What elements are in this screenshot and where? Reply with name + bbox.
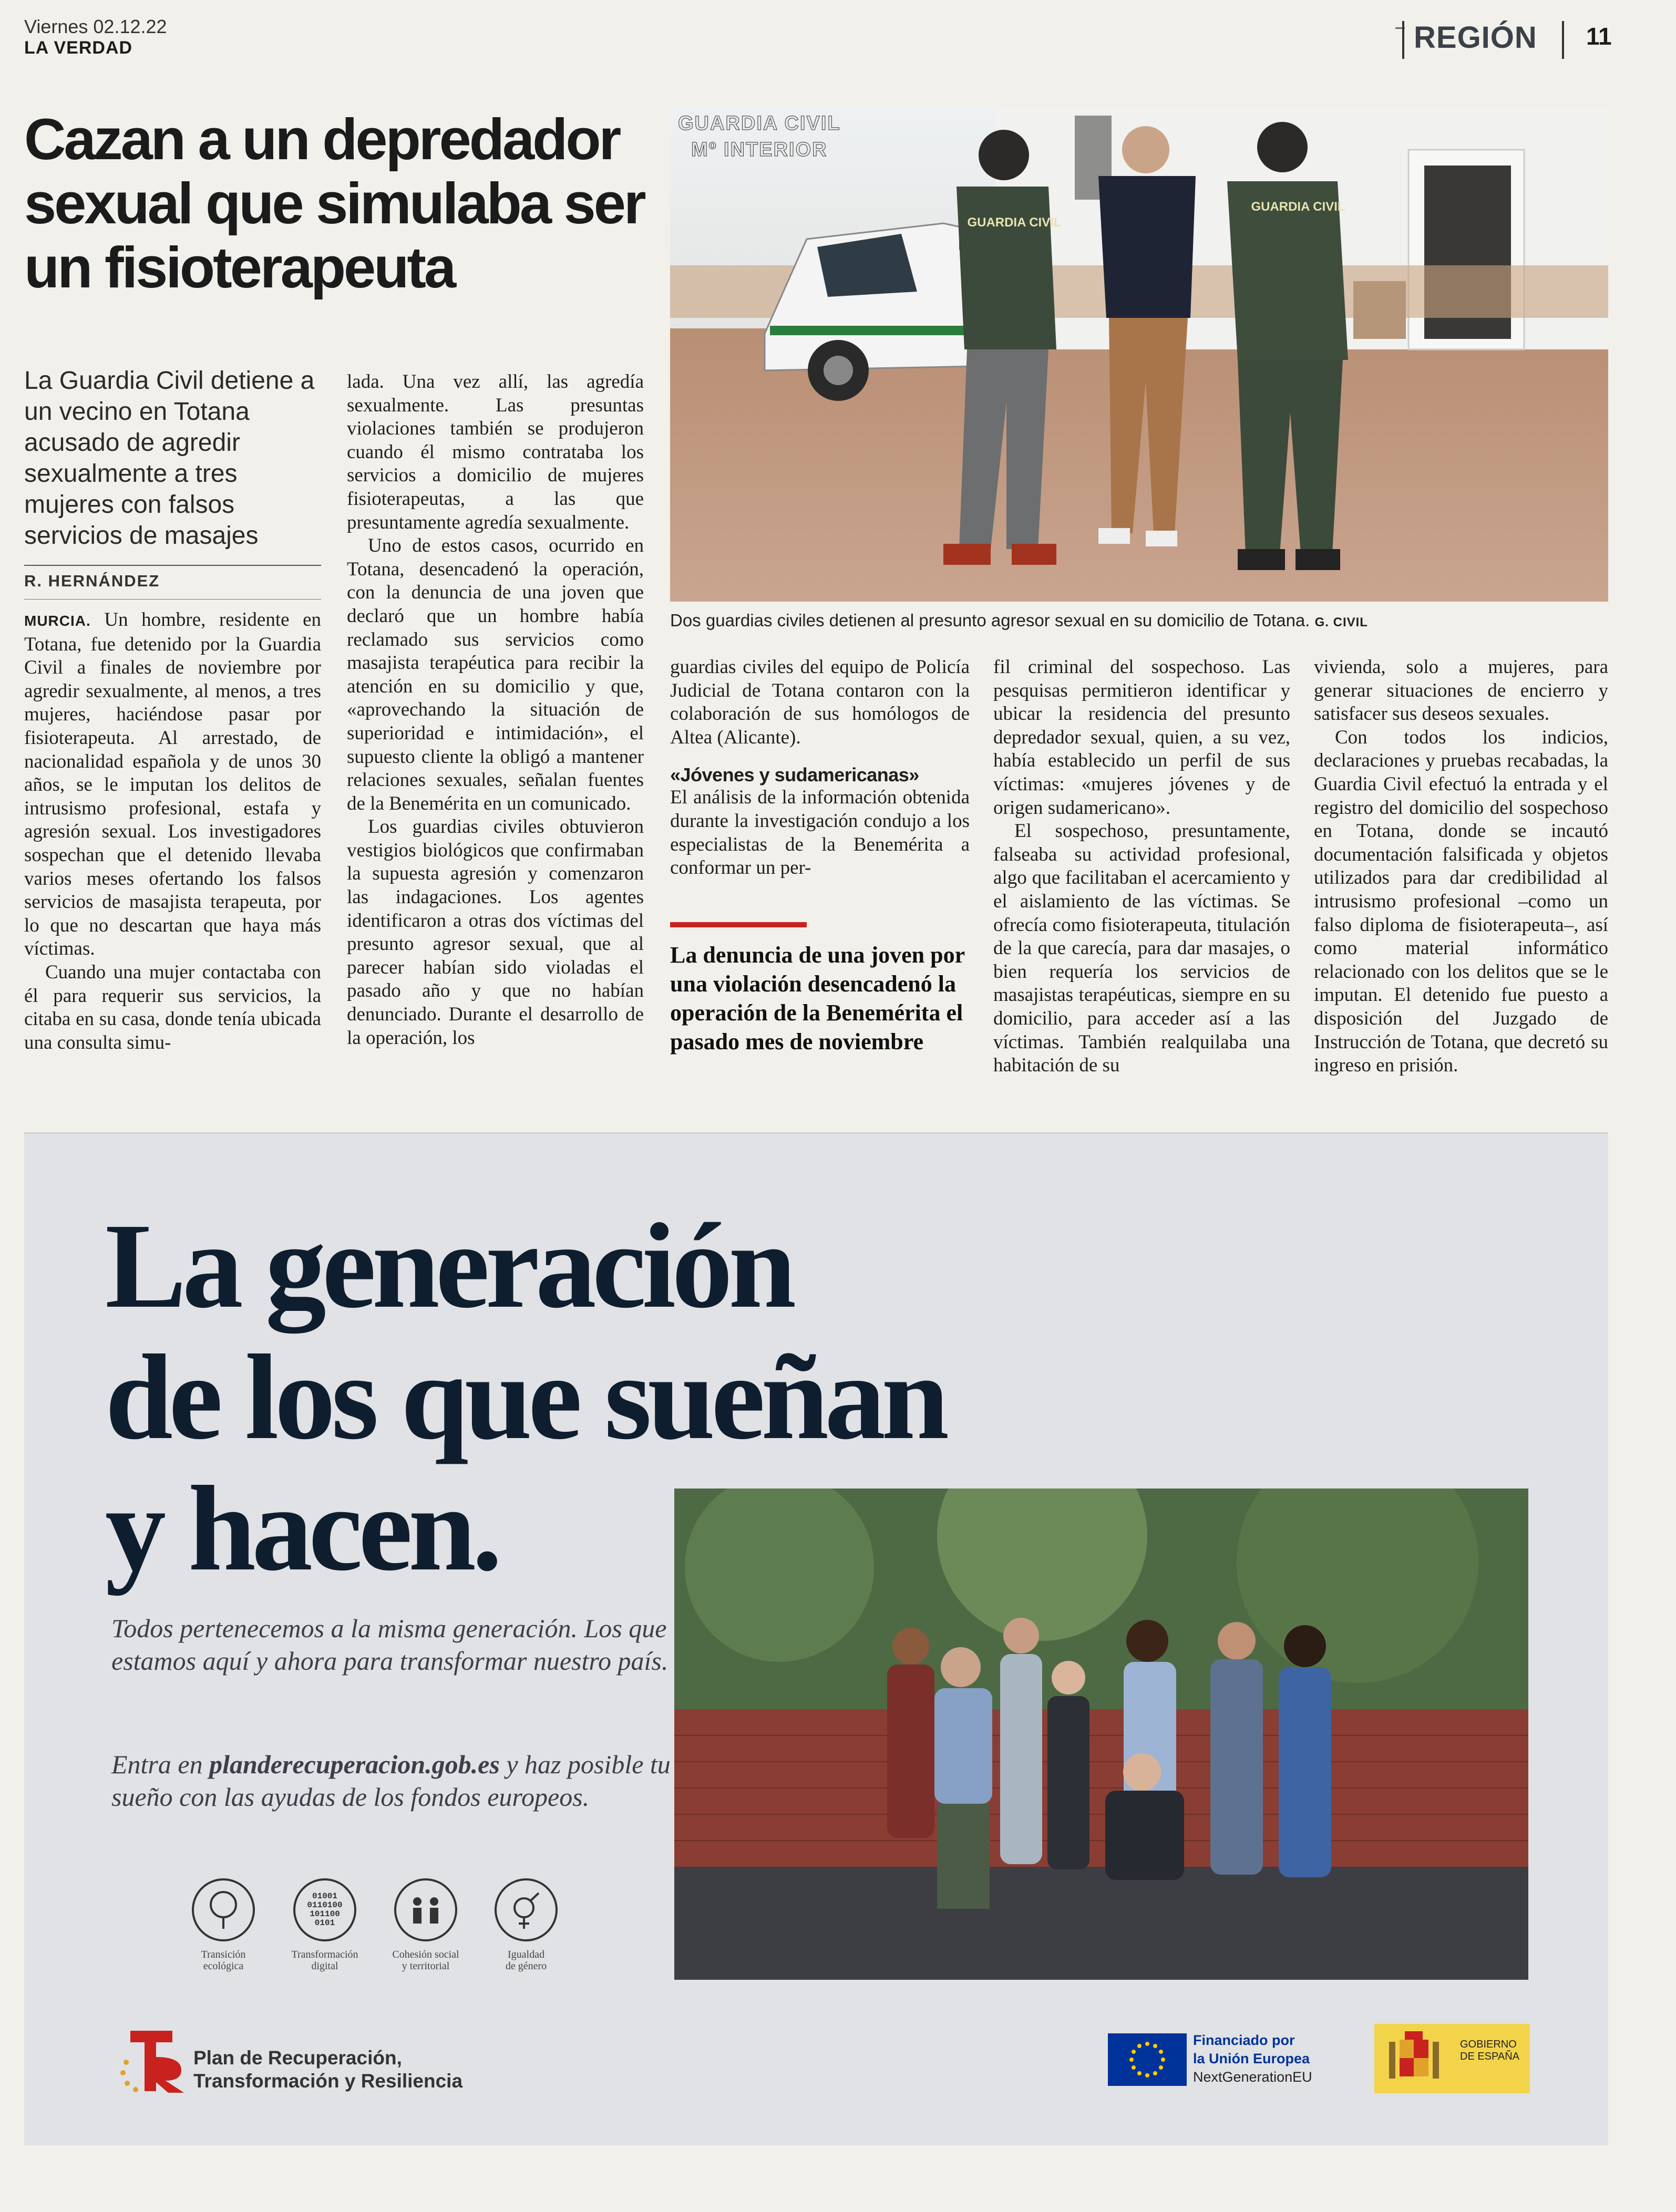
icon-label: digital	[311, 1960, 338, 1972]
paragraph: El análisis de la información obtenida durante la investigación condujo a los especialistas de la Benemérita a conformar un per-	[670, 787, 970, 879]
icon-label: Igualdad	[508, 1949, 544, 1960]
gender-icon-svg	[497, 1880, 556, 1939]
eu-line-2: la Unión Europea	[1193, 2051, 1310, 2066]
gob-line-1: GOBIERNO	[1460, 2039, 1517, 2050]
group-photo-illustration	[674, 1489, 1528, 1980]
eu-line-1: Financiado por	[1193, 2032, 1295, 2048]
article-column-3	[670, 656, 970, 880]
coat-of-arms-icon	[1374, 2024, 1453, 2093]
eu-line-3: NextGenerationEU	[1193, 2069, 1312, 2085]
section-divider-left	[1402, 21, 1404, 59]
gob-line-2: DE ESPAÑA	[1460, 2051, 1519, 2062]
icon-gender-equality	[481, 1878, 571, 1972]
tree-icon-svg	[194, 1880, 253, 1939]
paragraph: Con todos los indicios, declaraciones y pruebas recabadas, la Guardia Civil efectuó la entrada y el registro del domicilio del sospechoso en Totana, donde se incautó documentación falsificada y objetos utilizados para dar credibilidad al intrusismo profesional –como un falso diploma de fisioterapeuta–, así como material informático relacionado con los delitos que se le imputan. El detenido fue puesto a disposición del Juzgado de Instrucción de Totana, que decretó su ingreso en prisión.	[1314, 726, 1608, 1077]
article-column-5	[1314, 656, 1608, 1078]
arrest-photo-illustration	[670, 108, 1608, 602]
cta-suffix: y haz posible tu sueño con las ayudas de los fondos europeos.	[111, 1750, 671, 1812]
paragraph: Uno de estos casos, ocurrido en Totana, desencadenó la operación, con la denuncia de una joven que declaró que un hombre había reclamado sus servicios como masajista terapéutica para recibir la atención en su domicilio y que, «aprovechando la situación de superioridad e intimidación», el supuesto cliente la obligó a mantener relaciones sexuales, señalan fuentes de la Benemérita en un comunicado.	[347, 535, 644, 814]
paragraph: lada. Una vez allí, las agredía sexualmente. Las presuntas violaciones también se produjeron cuando él mismo contrataba los servicios a domicilio de mujeres fisioterapeutas, a las que presuntamente agredía sexualmente.	[347, 371, 644, 533]
people-icon	[394, 1878, 457, 1941]
article-column-1	[24, 608, 321, 1055]
dateline: MURCIA.	[24, 613, 91, 629]
article-column-2	[347, 370, 644, 1050]
article-subhead: La Guardia Civil detiene a un vecino en Totana acusado de agredir sexualmente a tres mujeres con falsos servicios de masajes	[24, 367, 315, 550]
caption-text: Dos guardias civiles detienen al presunto agresor sexual en su domicilio de Totana.	[670, 611, 1310, 630]
paragraph: fil criminal del sospechoso. Las pesquisas permitieron identificar y ubicar la residencia del presunto depredador sexual, quien, a su vez, había establecido un perfil de sus víctimas: «mujeres jóvenes y de origen sudamericano».	[993, 656, 1290, 819]
ad-group-photo	[674, 1489, 1528, 1980]
page-number: 11	[1586, 23, 1612, 50]
icon-label: Transición	[201, 1949, 246, 1960]
gender-icon	[495, 1878, 558, 1941]
section-divider-right	[1562, 21, 1564, 59]
paragraph: guardias civiles del equipo de Policía Judicial de Totana contaron con la colaboración de sus homólogos de Altea (Alicante).	[670, 656, 970, 748]
plan-line-2: Transformación y Resiliencia	[193, 2070, 463, 2092]
byline-rule	[24, 565, 321, 566]
vest-text-right: GUARDIA CIVIL	[1251, 200, 1345, 214]
ad-body-text: Todos pertenecemos a la misma generación. Los que estamos aquí y ahora para transformar nuestro país.	[111, 1614, 669, 1676]
eu-funding-text	[1193, 2031, 1312, 2086]
article-column-4	[993, 656, 1290, 1078]
ad-title-line-3: y hacen.	[105, 1461, 498, 1596]
byline: R. HERNÁNDEZ	[24, 572, 160, 590]
paragraph: vivienda, solo a mujeres, para generar situaciones de encierro y satisfacer sus deseos sexuales.	[1314, 656, 1608, 725]
plan-recuperacion-logo	[116, 2025, 189, 2094]
ad-title-line-1: La generación	[105, 1198, 793, 1334]
vest-text-left: GUARDIA CIVIL	[967, 215, 1062, 230]
edition-date: Viernes 02.12.22	[24, 16, 167, 37]
icon-label: Transformación	[291, 1949, 358, 1960]
paragraph: Un hombre, residente en Totana, fue detenido por la Guardia Civil a finales de noviembre por agredir sexualmente, al menos, a tres mujeres, haciéndose pasar por fisioterapeuta. Al arrestado, de nacionalidad española y de unos 30 años, se le imputan los delitos de intrusismo profesional, estafa y agresión sexual. Los investigadores sospechan que el detenido llevaba varios meses ofertando los falsos servicios de masajista terapeuta, por lo que no descartan que haya más víctimas.	[24, 609, 322, 960]
icon-transformation-digital	[280, 1878, 369, 1972]
ad-url-link[interactable]: planderecuperacion.gob.es	[209, 1750, 500, 1779]
icon-label: de género	[505, 1960, 547, 1972]
icon-label: y territorial	[402, 1960, 450, 1972]
icon-transition-ecological	[179, 1878, 268, 1972]
article-photo	[670, 108, 1608, 602]
cta-prefix: Entra en	[111, 1750, 203, 1779]
pullquote-accent	[670, 922, 807, 927]
newspaper-name: LA VERDAD	[24, 38, 133, 58]
gobierno-text	[1460, 2039, 1519, 2063]
icon-label: ecológica	[203, 1960, 244, 1972]
article-headline: Cazan a un depredador sexual que simulaba ser un fisioterapeuta	[24, 107, 644, 300]
watermark-line-2: Mº INTERIOR	[691, 139, 828, 161]
subheading: «Jóvenes y sudamericanas»	[670, 764, 919, 786]
photo-caption	[670, 611, 1608, 630]
paragraph: El sospechoso, presuntamente, falseaba su actividad profesional, algo que facilitaban el acercamiento y el aislamiento de las víctimas. Se ofrecía como fisioterapeuta, titulación de la que carecía, para dar masajes, o bien requería los servicios de masajistas terapéuticas, siempre en su domicilio, para acceder así a las víctimas. También realquilaba una habitación de su	[993, 820, 1290, 1077]
section-name: REGIÓN	[1414, 20, 1537, 55]
pullquote: La denuncia de una joven por una violación desencadenó la operación de la Benemérita el pasado mes de noviembre	[670, 942, 965, 1055]
icon-label: Cohesión social	[392, 1949, 459, 1960]
ad-title-line-2: de los que sueñan	[105, 1330, 945, 1465]
paragraph: Cuando una mujer contactaba con él para requerir sus servicios, la citaba en su casa, donde tenía ubicada una consulta simu-	[24, 961, 321, 1053]
plan-line-1: Plan de Recuperación,	[193, 2047, 402, 2069]
tr-logo-icon	[116, 2025, 189, 2094]
watermark-line-1: GUARDIA CIVIL	[678, 112, 841, 135]
ad-cta-text	[111, 1748, 690, 1813]
plan-text	[193, 2046, 462, 2093]
tree-icon	[192, 1878, 255, 1941]
eu-stars-icon	[1108, 2033, 1187, 2086]
eu-flag-icon	[1108, 2033, 1187, 2086]
people-icon-svg	[396, 1880, 455, 1939]
paragraph: Los guardias civiles obtuvieron vestigios biológicos que confirmaban la supuesta agresión y comenzaron las indagaciones. Los agentes identificaron a otras dos víctimas del presunto agresor sexual, que al parecer habían sido violadas el pasado año y que no habían denunciado. Durante el desarrollo de la operación, los	[347, 816, 644, 1049]
binary-icon: 01001 0110100 101100 0101	[293, 1878, 356, 1941]
caption-credit: G. CIVIL	[1314, 615, 1368, 629]
photo-watermark	[678, 110, 841, 163]
icon-social-cohesion	[381, 1878, 470, 1972]
